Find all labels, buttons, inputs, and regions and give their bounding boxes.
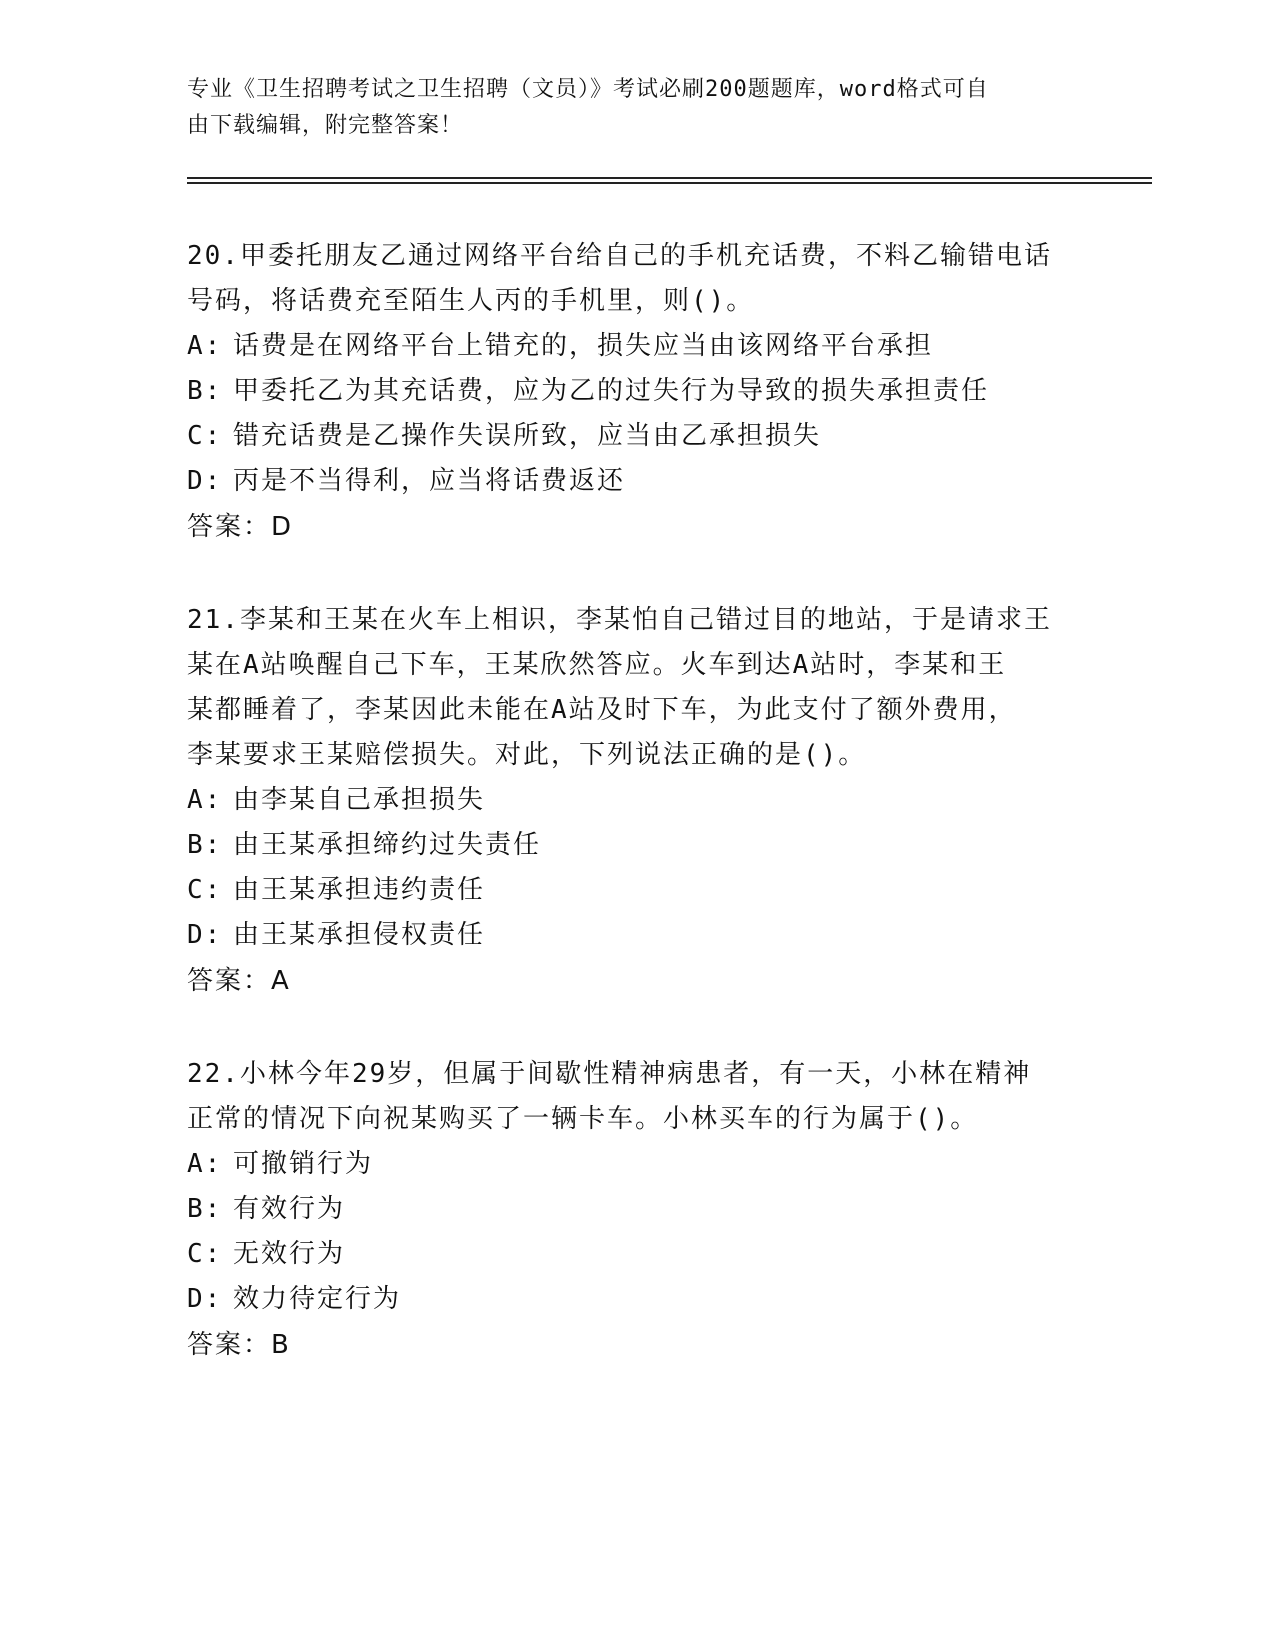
answer-line: 答案：D (187, 512, 294, 542)
option-b (187, 369, 1077, 414)
option-key: D: (187, 1284, 223, 1314)
question-21 (187, 598, 1077, 1004)
question-text-line: 李某要求王某赔偿损失。对此，下列说法正确的是()。 (187, 740, 867, 770)
question-text-line: 正常的情况下向祝某购买了一辆卡车。小林买车的行为属于()。 (187, 1104, 979, 1134)
question-text-line: 21.李某和王某在火车上相识，李某怕自己错过目的地站，于是请求王 (187, 605, 1052, 635)
option-text: 由王某承担侵权责任 (233, 920, 486, 950)
option-b (187, 823, 1077, 868)
option-b (187, 1187, 1077, 1232)
option-key: B: (187, 830, 223, 860)
option-key: D: (187, 466, 223, 496)
option-text: 甲委托乙为其充话费，应为乙的过失行为导致的损失承担责任 (233, 376, 990, 406)
header-rule-bottom (187, 182, 1152, 184)
option-text: 有效行为 (233, 1194, 346, 1224)
option-key: B: (187, 376, 223, 406)
option-c (187, 414, 1077, 459)
header-line-1: 专业《卫生招聘考试之卫生招聘（文员）》考试必刷200题题库，word格式可自 (187, 77, 989, 102)
option-a (187, 324, 1077, 369)
option-c (187, 1232, 1077, 1277)
answer-line: 答案：B (187, 1330, 291, 1360)
option-key: C: (187, 421, 223, 451)
option-text: 效力待定行为 (233, 1284, 402, 1314)
option-key: B: (187, 1194, 223, 1224)
option-key: D: (187, 920, 223, 950)
option-d (187, 1277, 1077, 1322)
question-20 (187, 234, 1077, 550)
document-header (187, 72, 1067, 144)
question-text-line: 号码，将话费充至陌生人丙的手机里，则()。 (187, 286, 755, 316)
question-text-line: 22.小林今年29岁，但属于间歇性精神病患者，有一天，小林在精神 (187, 1059, 1032, 1089)
question-text-line: 20.甲委托朋友乙通过网络平台给自己的手机充话费，不料乙输错电话 (187, 241, 1052, 271)
option-a (187, 778, 1077, 823)
option-d (187, 913, 1077, 958)
option-d (187, 459, 1077, 504)
option-text: 由王某承担违约责任 (233, 875, 486, 905)
option-a (187, 1142, 1077, 1187)
option-key: A: (187, 331, 223, 361)
option-text: 由李某自己承担损失 (233, 785, 486, 815)
answer-line: 答案：A (187, 966, 291, 996)
option-key: C: (187, 1239, 223, 1269)
option-c (187, 868, 1077, 913)
question-text-line: 某在A站唤醒自己下车，王某欣然答应。火车到达A站时，李某和王 (187, 650, 1007, 680)
option-text: 无效行为 (233, 1239, 346, 1269)
option-text: 可撤销行为 (233, 1149, 374, 1179)
option-key: A: (187, 785, 223, 815)
option-text: 由王某承担缔约过失责任 (233, 830, 542, 860)
option-text: 丙是不当得利，应当将话费返还 (233, 466, 626, 496)
header-line-2: 由下载编辑，附完整答案！ (187, 113, 464, 138)
question-22 (187, 1052, 1077, 1368)
option-key: A: (187, 1149, 223, 1179)
question-text-line: 某都睡着了，李某因此未能在A站及时下车，为此支付了额外费用， (187, 695, 1017, 725)
header-rule-top (187, 177, 1152, 179)
option-text: 错充话费是乙操作失误所致，应当由乙承担损失 (233, 421, 822, 451)
option-text: 话费是在网络平台上错充的，损失应当由该网络平台承担 (233, 331, 934, 361)
option-key: C: (187, 875, 223, 905)
